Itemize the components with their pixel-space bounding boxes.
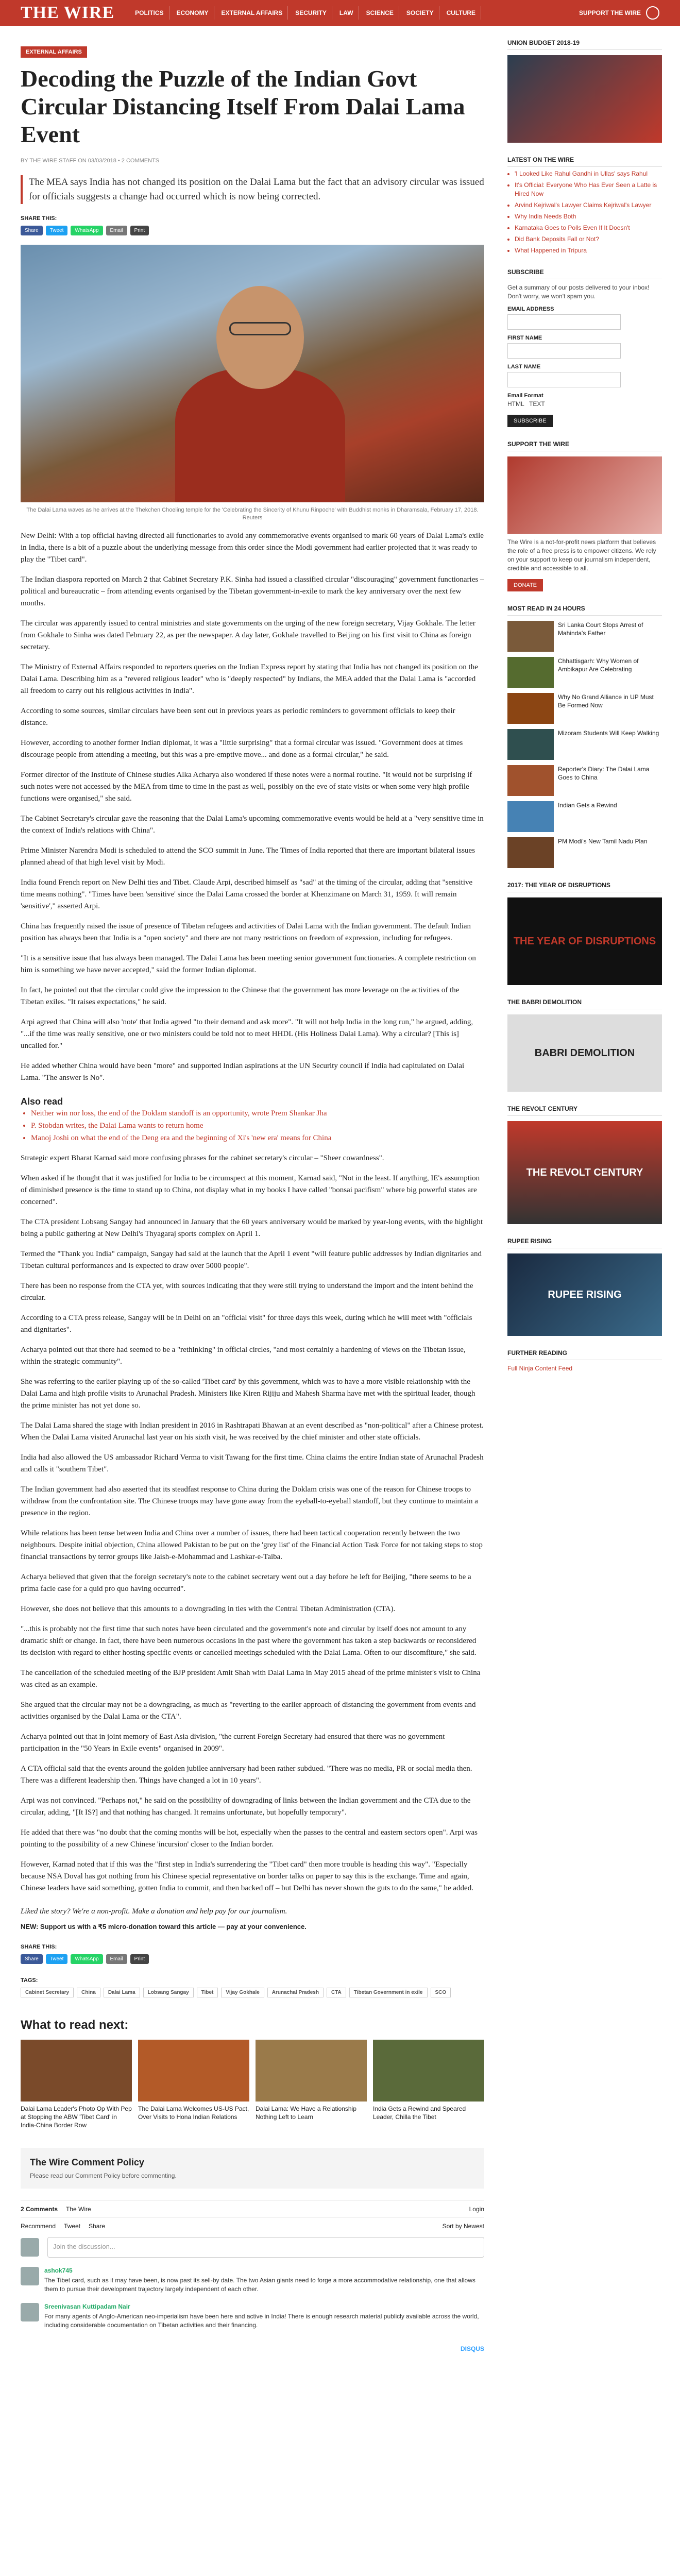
nav-item[interactable]: SCIENCE <box>361 6 399 20</box>
most-read-item[interactable] <box>507 657 662 688</box>
nav-item[interactable]: ECONOMY <box>172 6 214 20</box>
article-paragraph: There has been no response from the CTA yet, with sources indicating that they were still trying to understand the import and the intent behind the circular. <box>21 1282 473 1302</box>
disqus-thread <box>21 2200 484 2352</box>
tag[interactable]: CTA <box>327 1988 346 1997</box>
most-read-item[interactable] <box>507 837 662 868</box>
site-logo[interactable]: THE WIRE <box>21 3 115 22</box>
read-next-image <box>21 2040 132 2102</box>
what-to-read-heading: What to read next: <box>21 2018 129 2032</box>
most-read-title[interactable]: Mizoram Students Will Keep Walking <box>558 730 659 737</box>
babri-banner[interactable]: BABRI DEMOLITION <box>507 1014 662 1092</box>
read-next-title[interactable]: Dalai Lama: We Have a Relationship Nothing Left to Learn <box>256 2105 356 2121</box>
support-text: The Wire is a not-for-profit news platform that believes the role of a free press is to empower citizens. We rely on your support to keep our journalism independent, credible and accessible to all. <box>507 538 656 572</box>
share-buttons-bottom <box>21 1954 484 1964</box>
most-read-item[interactable] <box>507 693 662 724</box>
latest-title: LATEST ON THE WIRE <box>507 156 662 167</box>
read-next-card[interactable] <box>256 2040 367 2129</box>
search-icon[interactable] <box>646 6 659 20</box>
donate-button[interactable]: DONATE <box>507 579 543 591</box>
recommend-button[interactable]: Recommend <box>21 2223 56 2230</box>
tag[interactable]: Arunachal Pradesh <box>267 1988 324 1997</box>
most-read-item[interactable] <box>507 621 662 652</box>
tweet-button[interactable]: Tweet <box>64 2223 81 2230</box>
article-paragraph: Acharya pointed out that in joint memory of East Asia division, "the current Foreign Secretary had ensured that there was no government participation in the "50 Years in Exile events" organised in 2009". <box>21 1733 445 1753</box>
article-paragraph: The cancellation of the scheduled meeting of the BJP president Amit Shah with Dalai Lama in May 2015 ahead of the prime minister's visit to China was cited as an example. <box>21 1669 481 1689</box>
article-paragraph: According to a CTA press release, Sangay will be in Delhi on an "official visit" for three days this week, during which he will meet with "officials and dignitaries". <box>21 1314 472 1334</box>
support-title: SUPPORT THE WIRE <box>507 440 662 451</box>
article-paragraph: The Indian diaspora reported on March 2 that Cabinet Secretary P.K. Sinha had issued a classified circular "discouraging" government functionaries – political and bureaucratic – from attending events organised by the Tibetan government-in-exile to mark the key anniversary over the next few months. <box>21 575 484 607</box>
share-button[interactable]: WhatsApp <box>71 1954 103 1964</box>
share-button[interactable]: Share <box>21 226 43 235</box>
article-paragraph: While relations has been tense between India and China over a number of issues, there had been tactical cooperation recently between the two neighbours. Despite initial objection, China allowed Pakistan to be put on the 'grey list' of the Financial Action Task Force for not taking steps to stop financial transactions by terror groups like Jaish-e-Mohammad and Lashkar-e-Taiba. <box>21 1529 483 1561</box>
latest-link[interactable]: • Arvind Kejriwal's Lawyer Claims Kejriwal's Lawyer <box>515 201 662 210</box>
most-read-image <box>507 657 554 688</box>
support-line[interactable]: Liked the story? We're a non-profit. Make a donation and help pay for our journalism. <box>21 1907 287 1916</box>
latest-link[interactable]: • What Happened in Tripura <box>515 246 662 255</box>
tag[interactable]: Lobsang Sangay <box>143 1988 194 1997</box>
share-label-bottom: SHARE THIS: <box>21 1944 57 1950</box>
share-button[interactable]: Share <box>89 2223 106 2230</box>
byline: BY THE WIRE STAFF ON 03/03/2018 • 2 COMMENTS <box>21 158 160 164</box>
article-paragraph: The CTA president Lobsang Sangay had announced in January that the 60 years anniversary would be marked by year-long events, with the highlight being a public gathering at New Delhi's Thyagaraj sports complex on April 1. <box>21 1218 483 1238</box>
share-button[interactable]: Tweet <box>46 226 68 235</box>
photo-caption: The Dalai Lama waves as he arrives at the Thekchen Choeling temple for the 'Celebrating the Sincerity of Khunu Rinpoche' with Buddhist monks in Dharamsala, February 17, 2018. Reuters <box>26 507 479 521</box>
article-paragraph: The circular was apparently issued to central ministries and state governments on the urging of the new foreign secretary, Vijay Gokhale. The letter from Gokhale to Sinha was dated February 22, as per the newspaper. A day later, Gokhale travelled to Beijing on his first visit to China as foreign secretary. <box>21 619 475 651</box>
most-read-title[interactable]: Chhattisgarh: Why Women of Ambikapur Are Celebrating <box>558 657 639 673</box>
share-label: SHARE THIS: <box>21 215 57 222</box>
last-name-field[interactable] <box>507 372 621 387</box>
most-read-title[interactable]: Indian Gets a Rewind <box>558 802 617 809</box>
article-paragraph: Arpi agreed that China will also 'note' that India agreed "to their demand and ask more". "It will not help India in the long run," he argued, adding, "...if the time was really sensitive, one or two ministers could be told not to meet HHDL (His Holiness Dalai Lama). Why a circular? [This is] uncalled for." <box>21 1018 473 1050</box>
babri-title: THE BABRI DEMOLITION <box>507 998 662 1009</box>
nav-item[interactable]: EXTERNAL AFFAIRS <box>216 6 288 20</box>
read-next-image <box>138 2040 249 2102</box>
avatar <box>21 2303 39 2321</box>
year-banner[interactable]: THE YEAR OF DISRUPTIONS <box>507 897 662 985</box>
revolt-title: THE REVOLT CENTURY <box>507 1105 662 1116</box>
nav-item[interactable]: LAW <box>334 6 359 20</box>
read-next-title[interactable]: India Gets a Rewind and Speared Leader, Chilla the Tibet <box>373 2105 466 2121</box>
article-paragraph: He added whether China would have been "more" and supported Indian aspirations at the UN Security council if India had capitulated on Dalai Lama. "The answer is No". <box>21 1062 465 1082</box>
share-button[interactable]: Email <box>106 226 127 235</box>
latest-link[interactable]: • 'I Looked Like Rahul Gandhi in Ullas' says Rahul <box>515 170 662 178</box>
tag[interactable]: Tibet <box>197 1988 218 1997</box>
sidebar <box>507 26 662 1373</box>
hero-photo <box>21 245 484 502</box>
tag[interactable]: SCO <box>431 1988 451 1997</box>
article-paragraph: China has frequently raised the issue of presence of Tibetan refugees and activities of Dalai Lama with the Indian government. The default Indian position has always been that India is a "open society" and there are not many restrictions on freedom of expression, including for refugees. <box>21 922 471 942</box>
nav-item[interactable]: CULTURE <box>441 6 481 20</box>
rupee-title: RUPEE RISING <box>507 1238 662 1248</box>
latest-link[interactable]: • Why India Needs Both <box>515 212 662 221</box>
read-next-image <box>256 2040 367 2102</box>
most-read-title[interactable]: Reporter's Diary: The Dalai Lama Goes to China <box>558 766 650 781</box>
article-paragraph: Prime Minister Narendra Modi is scheduled to attend the SCO summit in June. The Times of India reported that there are important bilateral issues planned ahead of that high level visit by Modi. <box>21 846 475 867</box>
article-body-continued <box>21 1153 484 1894</box>
read-next-title[interactable]: Dalai Lama Leader's Photo Op With Pep at Stopping the ABW 'Tibet Card' in India-China Border Row <box>21 2105 132 2129</box>
most-read-image <box>507 621 554 652</box>
what-to-read <box>21 2018 484 2129</box>
share-button[interactable]: Print <box>130 1954 149 1964</box>
article-paragraph: A CTA official said that the events around the golden jubilee anniversary had been rather subdued. "There was no media, PR or social media then. There was a different leadership then. Things have changed a lot in 10 years". <box>21 1765 472 1785</box>
article-title: Decoding the Puzzle of the Indian Govt Circular Distancing Itself From Dalai Lama Event <box>21 65 465 147</box>
article-paragraph: The Cabinet Secretary's circular gave the reasoning that the Dalai Lama's upcoming commemorative events would be held at a "very sensitive time in the context of India's relations with China". <box>21 815 484 835</box>
article-paragraph: Arpi was not convinced. "Perhaps not," he said on the possibility of downgrading of links between the Indian government and the CTA due to the circular, adding, "[It IS?] and that nothing has changed. It remains unfortunate, but hopefully temporary". <box>21 1797 471 1817</box>
article-paragraph: However, Karnad noted that if this was the "first step in India's surrendering the "Tibet card" then more trouble is heading this way". "Especially because NSA Doval has got nothing from his Chinese special representative on border talks on paper to say this is the exchange. Time and again, Chinese leaders have said something, gotten India to commit, and then backed off – but Delhi has never shown the guts to do the same," he added. <box>21 1860 473 1892</box>
year-title: 2017: THE YEAR OF DISRUPTIONS <box>507 882 662 892</box>
tag[interactable]: Tibetan Government in exile <box>349 1988 428 1997</box>
share-button[interactable]: WhatsApp <box>71 226 103 235</box>
comment-policy <box>21 2148 484 2189</box>
article-paragraph: India found French report on New Delhi ties and Tibet. Claude Arpi, described himself as "sad" at the timing of the circular, adding that "sensitive time means nothing". "Times have been 'sensitive' since the Dalai Lama crossed the border at Khenzimane on March 31, 1959. It will remain 'sensitive'," asserted Arpi. <box>21 878 473 910</box>
share-buttons <box>21 226 484 235</box>
comment-policy-text[interactable]: Please read our Comment Policy before commenting. <box>30 2172 177 2179</box>
format-text[interactable]: TEXT <box>529 400 545 408</box>
first-name-label: FIRST NAME <box>507 335 542 341</box>
read-next-title[interactable]: The Dalai Lama Welcomes US-US Pact, Over Visits to Hona Indian Relations <box>138 2105 249 2121</box>
union-budget-title: UNION BUDGET 2018-19 <box>507 39 662 50</box>
latest-link[interactable]: • Karnataka Goes to Polls Even If It Doesn't <box>515 224 662 232</box>
article-paragraph: "...this is probably not the first time that such notes have been circulated and the government's note and circular by itself does not amount to any dramatic shift or change. In fact, there have been numerous occasions in the past where the government has taken a step backwards or reconsidered its decision with regard to either hosting specific events or cancelled meetings scheduled with the Dalai Lama. Often to our discomfiture," she said. <box>21 1625 477 1657</box>
main-nav <box>130 6 481 20</box>
article-paragraph: Acharya pointed out that there had seemed to be a "rethinking" in official circles, "and most certainly a hardening of views on the Tibetan issue, within the strategic community". <box>21 1346 466 1366</box>
share-button[interactable]: Print <box>130 226 149 235</box>
disqus-site[interactable]: The Wire <box>66 2206 91 2213</box>
share-button[interactable]: Email <box>106 1954 127 1964</box>
article-paragraph: New Delhi: With a top official having directed all functionaries to avoid any commemorative events organised to mark 60 years of Dalai Lama's exile in India, there is a bit of a puzzle about the underlying message from this order since the Modi government had earlier projected that it was ready to play the "Tibet card". <box>21 532 484 564</box>
article-paragraph: According to some sources, similar circulars have been sent out in previous years as periodic reminders to government officials to keep their distance. <box>21 707 455 727</box>
format-html[interactable]: HTML <box>507 400 524 408</box>
article-paragraph: However, according to another former Indian diplomat, it was a "little surprising" that a formal circular was issued. "Government does at times discourage people from attending a meeting, but this was a pre-emptive move... and done as a formal circular," he said. <box>21 739 463 759</box>
comment <box>21 2267 484 2294</box>
read-next-card[interactable] <box>21 2040 132 2129</box>
most-read-title: MOST READ IN 24 HOURS <box>507 605 662 616</box>
tags-label: TAGS: <box>21 1977 38 1984</box>
top-bar <box>0 0 680 26</box>
article-paragraph: Termed the "Thank you India" campaign, Sangay had said at the launch that the April 1 event "will feature public addresses by Indian dignitaries and Tibetan cultural performances and is expected to draw over 5000 people". <box>21 1250 482 1270</box>
article-paragraph: She was referring to the earlier playing up of the so-called 'Tibet card' by this government, which was to have a more visible relationship with the Dalai Lama and high profile visits to Arunachal Pradesh. Ministers like Kiren Rijiju and Mahesh Sharma have met with the spiritual leader, though the prime minister has not yet done so. <box>21 1378 475 1410</box>
nav-item[interactable]: SOCIETY <box>401 6 439 20</box>
also-read-link[interactable]: • Manoj Joshi on what the end of the Deng era and the beginning of Xi's 'new era' means for China <box>31 1132 484 1144</box>
tag[interactable]: Vijay Gokhale <box>221 1988 264 1997</box>
read-next-image <box>373 2040 484 2102</box>
comment-body <box>44 2267 484 2294</box>
rupee-banner[interactable]: RUPEE RISING <box>507 1253 662 1336</box>
article-main <box>21 26 484 2352</box>
latest-link[interactable]: • It's Official: Everyone Who Has Ever Seen a Latte is Hired Now <box>515 181 662 198</box>
article-paragraph: Former director of the Institute of Chinese studies Alka Acharya also wondered if these notes were a normal routine. "It would not be surprising if such notes were not accessed by the MEA from time to time in the past as well, possibly on the eve of state visits or when some very high profile functions were organised," she said. <box>21 771 472 803</box>
article-paragraph: "It is a sensitive issue that has always been managed. The Dalai Lama has been meeting senior government functionaries. A complete restriction on him is something we have never accepted," said the former Indian diplomat. <box>21 954 476 974</box>
avatar <box>21 2267 39 2285</box>
nav-item[interactable]: POLITICS <box>130 6 169 20</box>
most-read-item[interactable] <box>507 765 662 796</box>
article-paragraph: Strategic expert Bharat Karnad said more confusing phrases for the cabinet secretary's circular – "Sheer cowardness". <box>21 1154 384 1162</box>
standfirst: The MEA says India has not changed its position on the Dalai Lama but the fact that an advisory circular was issued for officials suggests a change had occurred which is now being corrected. <box>21 175 484 204</box>
comment-body <box>44 2303 484 2330</box>
first-name-field[interactable] <box>507 343 621 359</box>
article-paragraph: He added that there was "no doubt that the coming months will be hot, especially when the passes to the central and eastern sectors open". Arpi was pointing to the possibility of a new Chinese 'incursion' closer to the Indian border. <box>21 1828 478 1849</box>
also-read-link[interactable]: • Neither win nor loss, the end of the Doklam standoff is an opportunity, wrote Prem Shankar Jha <box>31 1107 484 1120</box>
most-read-title[interactable]: Sri Lanka Court Stops Arrest of Mahinda's Father <box>558 621 643 637</box>
most-read-image <box>507 837 554 868</box>
most-read-image <box>507 801 554 832</box>
article-paragraph: The Ministry of External Affairs responded to reporters queries on the Indian Express report by stating that India has not changed its position on the Dalai Lama. Describing him as a "revered religious leader" who is "deeply respected" by Indians, the MEA added that the Dalai Lama is "accorded all freedom to carry out his religious activities in India". <box>21 663 478 695</box>
support-link[interactable]: SUPPORT THE WIRE <box>579 9 641 16</box>
avatar <box>21 2238 39 2257</box>
email-label: EMAIL ADDRESS <box>507 306 554 312</box>
revolt-banner[interactable]: THE REVOLT CENTURY <box>507 1121 662 1224</box>
support-banner[interactable] <box>507 456 662 534</box>
most-read-image <box>507 765 554 796</box>
article-paragraph: The Dalai Lama shared the stage with Indian president in 2016 in Rashtrapati Bhawan at an event described as "non-political" after a Chinese protest. When the Dalai Lama visited Arunachal last year on his sixth visit, he was received by the chief minister and other state officials. <box>21 1421 484 1442</box>
comment <box>21 2303 484 2330</box>
nav-item[interactable]: SECURITY <box>290 6 332 20</box>
tag[interactable]: Cabinet Secretary <box>21 1988 74 1997</box>
article-paragraph: She argued that the circular may not be a downgrading, as much as "reverting to the earlier approach of distancing the government from events and activities organised by the Dalai Lama or the CTA". <box>21 1701 476 1721</box>
tag[interactable]: China <box>77 1988 100 1997</box>
most-read-title[interactable]: PM Modi's New Tamil Nadu Plan <box>558 838 648 845</box>
article-paragraph: When asked if he thought that it was justified for India to be circumspect at this moment, Karnad said, "Not in the least. If anything, IE's assumption of diminished presence is the time to stand up to China, not display what in my books I have called "bonsai pacifism" where big powerful states are concerned". <box>21 1174 480 1206</box>
donation-line[interactable]: NEW: Support us with a ₹5 micro-donation toward this article — pay at your convenience. <box>21 1923 307 1930</box>
read-next-card[interactable] <box>138 2040 249 2129</box>
subscribe-text: Get a summary of our posts delivered to your inbox! Don't worry, we won't spam you. <box>507 284 650 300</box>
article-paragraph: However, she does not believe that this amounts to a downgrading in ties with the Central Tibetan Administration (CTA). <box>21 1605 396 1613</box>
sort-select[interactable]: Sort by Newest <box>442 2223 484 2230</box>
share-button[interactable]: Share <box>21 1954 43 1964</box>
comment-text: The Tibet card, such as it may have been, is now past its sell-by date. The two Asian giants need to forge a more accommodative relationship, one that allows them to pursue their development trajectory largely independent of each other. <box>44 2277 475 2293</box>
further-title: FURTHER READING <box>507 1349 662 1360</box>
last-name-label: LAST NAME <box>507 364 541 370</box>
subscribe-button[interactable]: SUBSCRIBE <box>507 415 553 427</box>
format-label: Email Format <box>507 393 543 399</box>
most-read-image <box>507 729 554 760</box>
comment-policy-title: The Wire Comment Policy <box>30 2157 144 2167</box>
article-body <box>21 530 484 1084</box>
subscribe-title: SUBSCRIBE <box>507 268 662 279</box>
article-paragraph: The Indian government had also asserted that its steadfast response to China during the Doklam crisis was one of the reason for Chinese troops to withdraw from the confrontation site. The Chinese troops may have gone away from the eyeball-to-eyeball standoff, but they continue to maintain a presence in the region. <box>21 1485 478 1517</box>
also-read-link[interactable]: • P. Stobdan writes, the Dalai Lama wants to return home <box>31 1120 484 1132</box>
most-read-item[interactable] <box>507 801 662 832</box>
union-budget-banner[interactable] <box>507 55 662 143</box>
category-label[interactable]: EXTERNAL AFFAIRS <box>21 46 87 58</box>
most-read-item[interactable] <box>507 729 662 760</box>
article-paragraph: Acharya believed that given that the foreign secretary's note to the cabinet secretary went out a day before he left for Beijing, "there seems to be a prima facie case for a quid pro quo having occurred". <box>21 1573 471 1593</box>
comment-input[interactable]: Join the discussion... <box>47 2237 484 2258</box>
also-read-heading: Also read <box>21 1096 63 1107</box>
share-button[interactable]: Tweet <box>46 1954 68 1964</box>
email-field[interactable] <box>507 314 621 330</box>
latest-link[interactable]: • Did Bank Deposits Fall or Not? <box>515 235 662 244</box>
read-next-card[interactable] <box>373 2040 484 2129</box>
article-paragraph: In fact, he pointed out that the circular could give the impression to the Chinese that the government has more leverage on the activities of the Tibetan exiles. "It raises expectations," he said. <box>21 986 460 1006</box>
article-paragraph: India had also allowed the US ambassador Richard Verma to visit Tawang for the first time. China claims the entire Indian state of Arunachal Pradesh and calls it "southern Tibet". <box>21 1453 484 1473</box>
comment-author[interactable]: ashok745 <box>44 2267 73 2274</box>
also-read <box>21 1096 484 1144</box>
tag[interactable]: Dalai Lama <box>104 1988 140 1997</box>
comment-text: For many agents of Anglo-American neo-imperialism have been here and active in India! There is enough research material publicly available across the world, including considerable documentation on Tibetan activities and their financing. <box>44 2313 479 2329</box>
most-read-image <box>507 693 554 724</box>
comment-author[interactable]: Sreenivasan Kuttipadam Nair <box>44 2303 130 2310</box>
disqus-brand[interactable]: DISQUS <box>460 2345 484 2352</box>
most-read-title[interactable]: Why No Grand Alliance in UP Must Be Formed Now <box>558 693 654 709</box>
further-link[interactable]: Full Ninja Content Feed <box>507 1365 573 1372</box>
login-link[interactable]: Login <box>469 2206 484 2213</box>
comment-count: 2 Comments <box>21 2206 58 2213</box>
